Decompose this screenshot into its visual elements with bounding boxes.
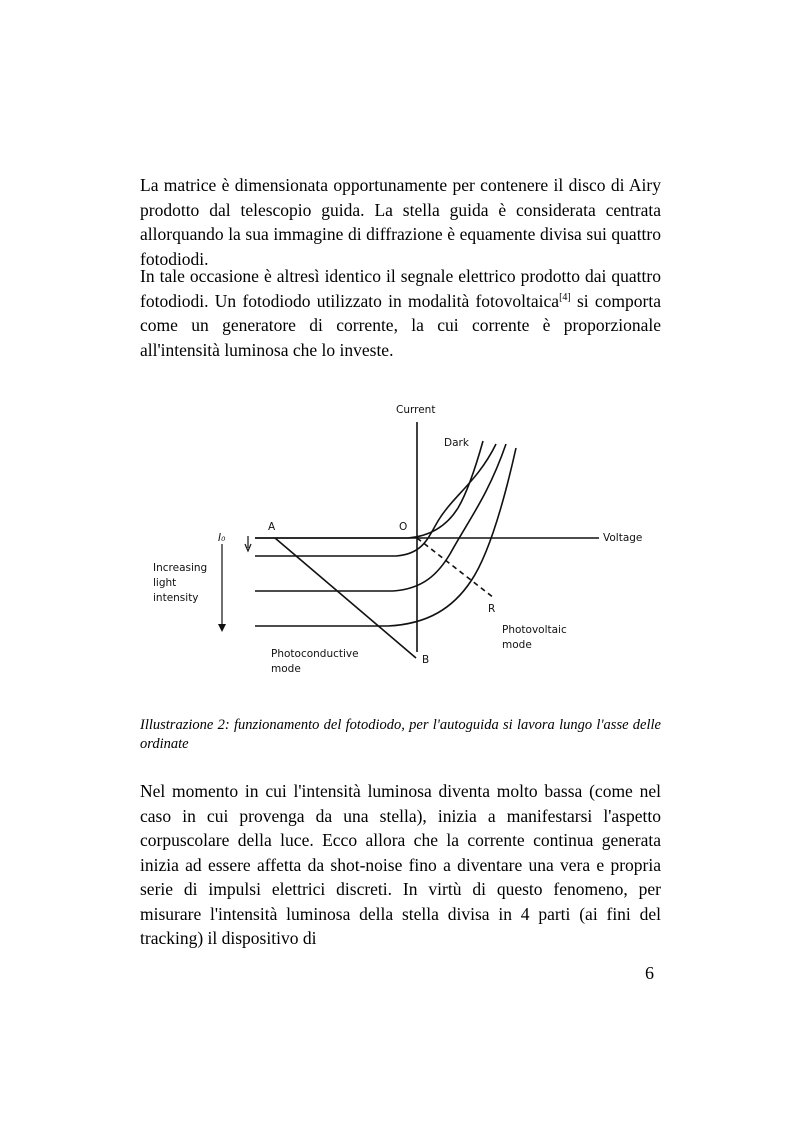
photodiode-iv-figure xyxy=(138,396,658,684)
label-r: R xyxy=(488,603,496,615)
load-line-or xyxy=(417,538,494,598)
paragraph-shot-noise: Nel momento in cui l'intensità luminosa diventa molto bassa (come nel caso in cui provenga da una stella), inizia a manifestarsi l'aspetto corpuscolare della luce. Ecco allora che la corrente continua generata inizia ad essere affetta da shot-noise fino a diventare una vera e propria serie di impulsi elettrici discreti. In virtù di questo fenomeno, per misurare l'intensità luminosa della stella divisa in 4 parti (ai fini del tracking) il dispositivo di xyxy=(140,781,661,948)
light-curve-2 xyxy=(255,444,506,591)
photodiode-iv-diagram xyxy=(138,396,658,684)
label-current: Current xyxy=(396,404,436,416)
dark-curve xyxy=(255,441,483,538)
label-increasing-1: Increasing xyxy=(153,562,208,574)
label-photovoltaic-2: mode xyxy=(502,639,532,651)
paragraph-intro: La matrice è dimensionata opportunamente per contenere il disco di Airy prodotto dal telescopio guida. La stella guida è considerata centrata allorquando la sua immagine di diffrazione è equamente divisa sui quattro fotodiodi. xyxy=(140,175,661,269)
label-a: A xyxy=(268,521,276,533)
label-i0: I₀ xyxy=(218,532,226,544)
label-voltage: Voltage xyxy=(603,532,643,544)
label-photovoltaic-1: Photovoltaic xyxy=(502,624,567,636)
label-photoconductive-1: Photoconductive xyxy=(271,648,359,660)
label-o: O xyxy=(399,521,408,533)
page-number: 6 xyxy=(645,963,654,983)
paragraph-photodiode-tail: si comporta come un generatore di corrente, la cui corrente è proporzionale all'intensità luminosa che lo investe. xyxy=(140,290,662,360)
label-increasing-3: intensity xyxy=(153,592,199,604)
citation-reference: [4] xyxy=(559,291,571,303)
figure-caption: Illustrazione 2: funzionamento del fotodiodo, per l'autoguida si lavora lungo l'asse delle ordinate xyxy=(140,717,661,752)
paragraph-photodiode-text: In tale occasione è altresì identico il segnale elettrico prodotto dai quattro fotodiodi. Un fotodiodo utilizzato in modalità fotovoltaica xyxy=(140,266,661,311)
label-photoconductive-2: mode xyxy=(271,663,301,675)
intensity-arrow-head xyxy=(218,624,226,632)
light-curve-1 xyxy=(255,444,496,556)
label-b: B xyxy=(422,654,430,666)
paragraph-photodiode xyxy=(140,264,661,362)
label-increasing-2: light xyxy=(153,577,177,589)
label-dark: Dark xyxy=(444,437,469,449)
